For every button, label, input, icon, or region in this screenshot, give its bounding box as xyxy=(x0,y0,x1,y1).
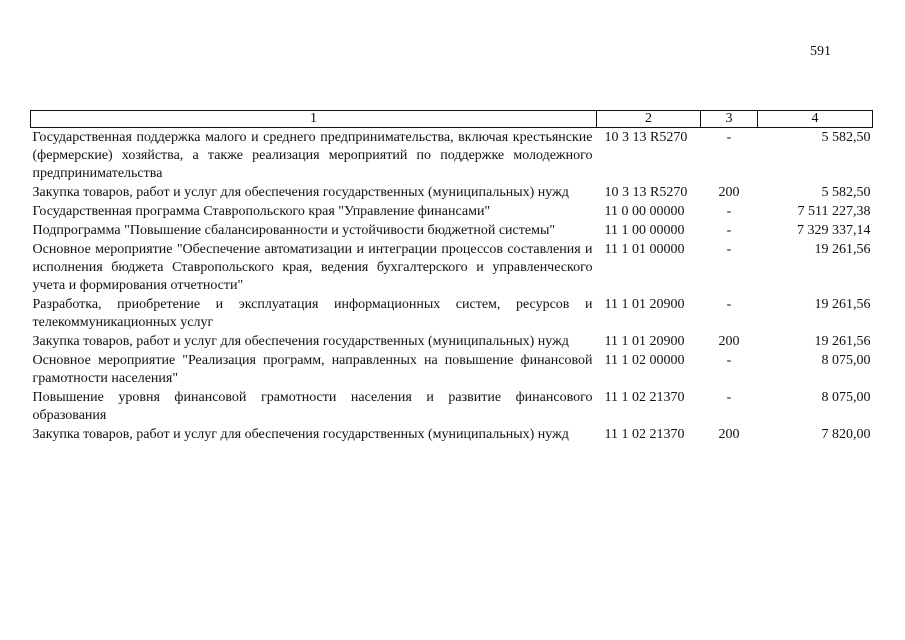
table-row xyxy=(31,332,873,351)
row-amount: 7 511 227,38 xyxy=(797,204,871,219)
row-expense-type: - xyxy=(726,204,732,219)
row-description: Подпрограмма "Повышение сбалансированности и устойчивости бюджетной системы" xyxy=(32,223,556,238)
table-row xyxy=(31,240,873,295)
row-amount: 8 075,00 xyxy=(821,390,871,405)
row-description: Разработка, приобретение и эксплуатация информационных систем, ресурсов и телекоммуникационных услуг xyxy=(32,297,593,330)
row-description: Государственная программа Ставропольского края "Управление финансами" xyxy=(32,204,491,219)
table-row xyxy=(31,351,873,388)
row-amount: 19 261,56 xyxy=(814,297,871,312)
row-amount: 8 075,00 xyxy=(821,353,871,368)
row-amount: 7 329 337,14 xyxy=(797,223,871,238)
row-target-code: 11 1 02 00000 xyxy=(604,353,685,368)
row-description: Основное мероприятие "Реализация программ, направленных на повышение финансовой грамотности населения" xyxy=(32,353,593,386)
row-target-code: 11 1 01 20900 xyxy=(604,334,685,349)
row-description: Государственная поддержка малого и среднего предпринимательства, включая крестьянские (фермерские) хозяйства, а также реализация мероприятий по поддержке молодежного предпринимательства xyxy=(32,130,593,181)
row-amount: 5 582,50 xyxy=(821,185,871,200)
column-header-4: 4 xyxy=(758,111,873,128)
row-description: Закупка товаров, работ и услуг для обеспечения государственных (муниципальных) нужд xyxy=(32,427,569,442)
row-description: Закупка товаров, работ и услуг для обеспечения государственных (муниципальных) нужд xyxy=(32,334,569,349)
table-row xyxy=(31,183,873,202)
table-row xyxy=(31,295,873,332)
table-row xyxy=(31,202,873,221)
row-expense-type: - xyxy=(726,353,732,368)
row-target-code: 10 3 13 R5270 xyxy=(604,130,688,145)
row-target-code: 11 1 00 00000 xyxy=(604,223,685,238)
table-body xyxy=(31,128,873,445)
row-amount: 5 582,50 xyxy=(821,130,871,145)
table-row xyxy=(31,425,873,444)
row-amount: 19 261,56 xyxy=(814,242,871,257)
row-target-code: 11 1 02 21370 xyxy=(604,390,685,405)
table-header xyxy=(31,111,873,128)
column-header-2: 2 xyxy=(597,111,701,128)
row-expense-type: - xyxy=(726,130,732,145)
row-target-code: 10 3 13 R5270 xyxy=(604,185,688,200)
row-target-code: 11 1 01 20900 xyxy=(604,297,685,312)
row-expense-type: 200 xyxy=(718,185,740,200)
row-target-code: 11 1 01 00000 xyxy=(604,242,685,257)
budget-table xyxy=(30,110,873,444)
table-row xyxy=(31,221,873,240)
column-header-1: 1 xyxy=(31,111,597,128)
header-row xyxy=(31,111,873,128)
page-number: 591 xyxy=(810,44,831,59)
column-header-3: 3 xyxy=(701,111,758,128)
table-row xyxy=(31,128,873,184)
row-description: Повышение уровня финансовой грамотности населения и развитие финансового образования xyxy=(32,390,593,423)
row-expense-type: - xyxy=(726,242,732,257)
row-description: Закупка товаров, работ и услуг для обеспечения государственных (муниципальных) нужд xyxy=(32,185,569,200)
row-amount: 19 261,56 xyxy=(814,334,871,349)
row-expense-type: - xyxy=(726,297,732,312)
row-target-code: 11 0 00 00000 xyxy=(604,204,685,219)
row-expense-type: - xyxy=(726,223,732,238)
row-expense-type: 200 xyxy=(718,334,740,349)
row-expense-type: 200 xyxy=(718,427,740,442)
table-row xyxy=(31,388,873,425)
row-target-code: 11 1 02 21370 xyxy=(604,427,685,442)
row-amount: 7 820,00 xyxy=(821,427,871,442)
row-description: Основное мероприятие "Обеспечение автоматизации и интеграции процессов составления и исполнения бюджета Ставропольского края, ведения бухгалтерского и управленческого учета и формирования отчетности" xyxy=(32,242,593,293)
row-expense-type: - xyxy=(726,390,732,405)
